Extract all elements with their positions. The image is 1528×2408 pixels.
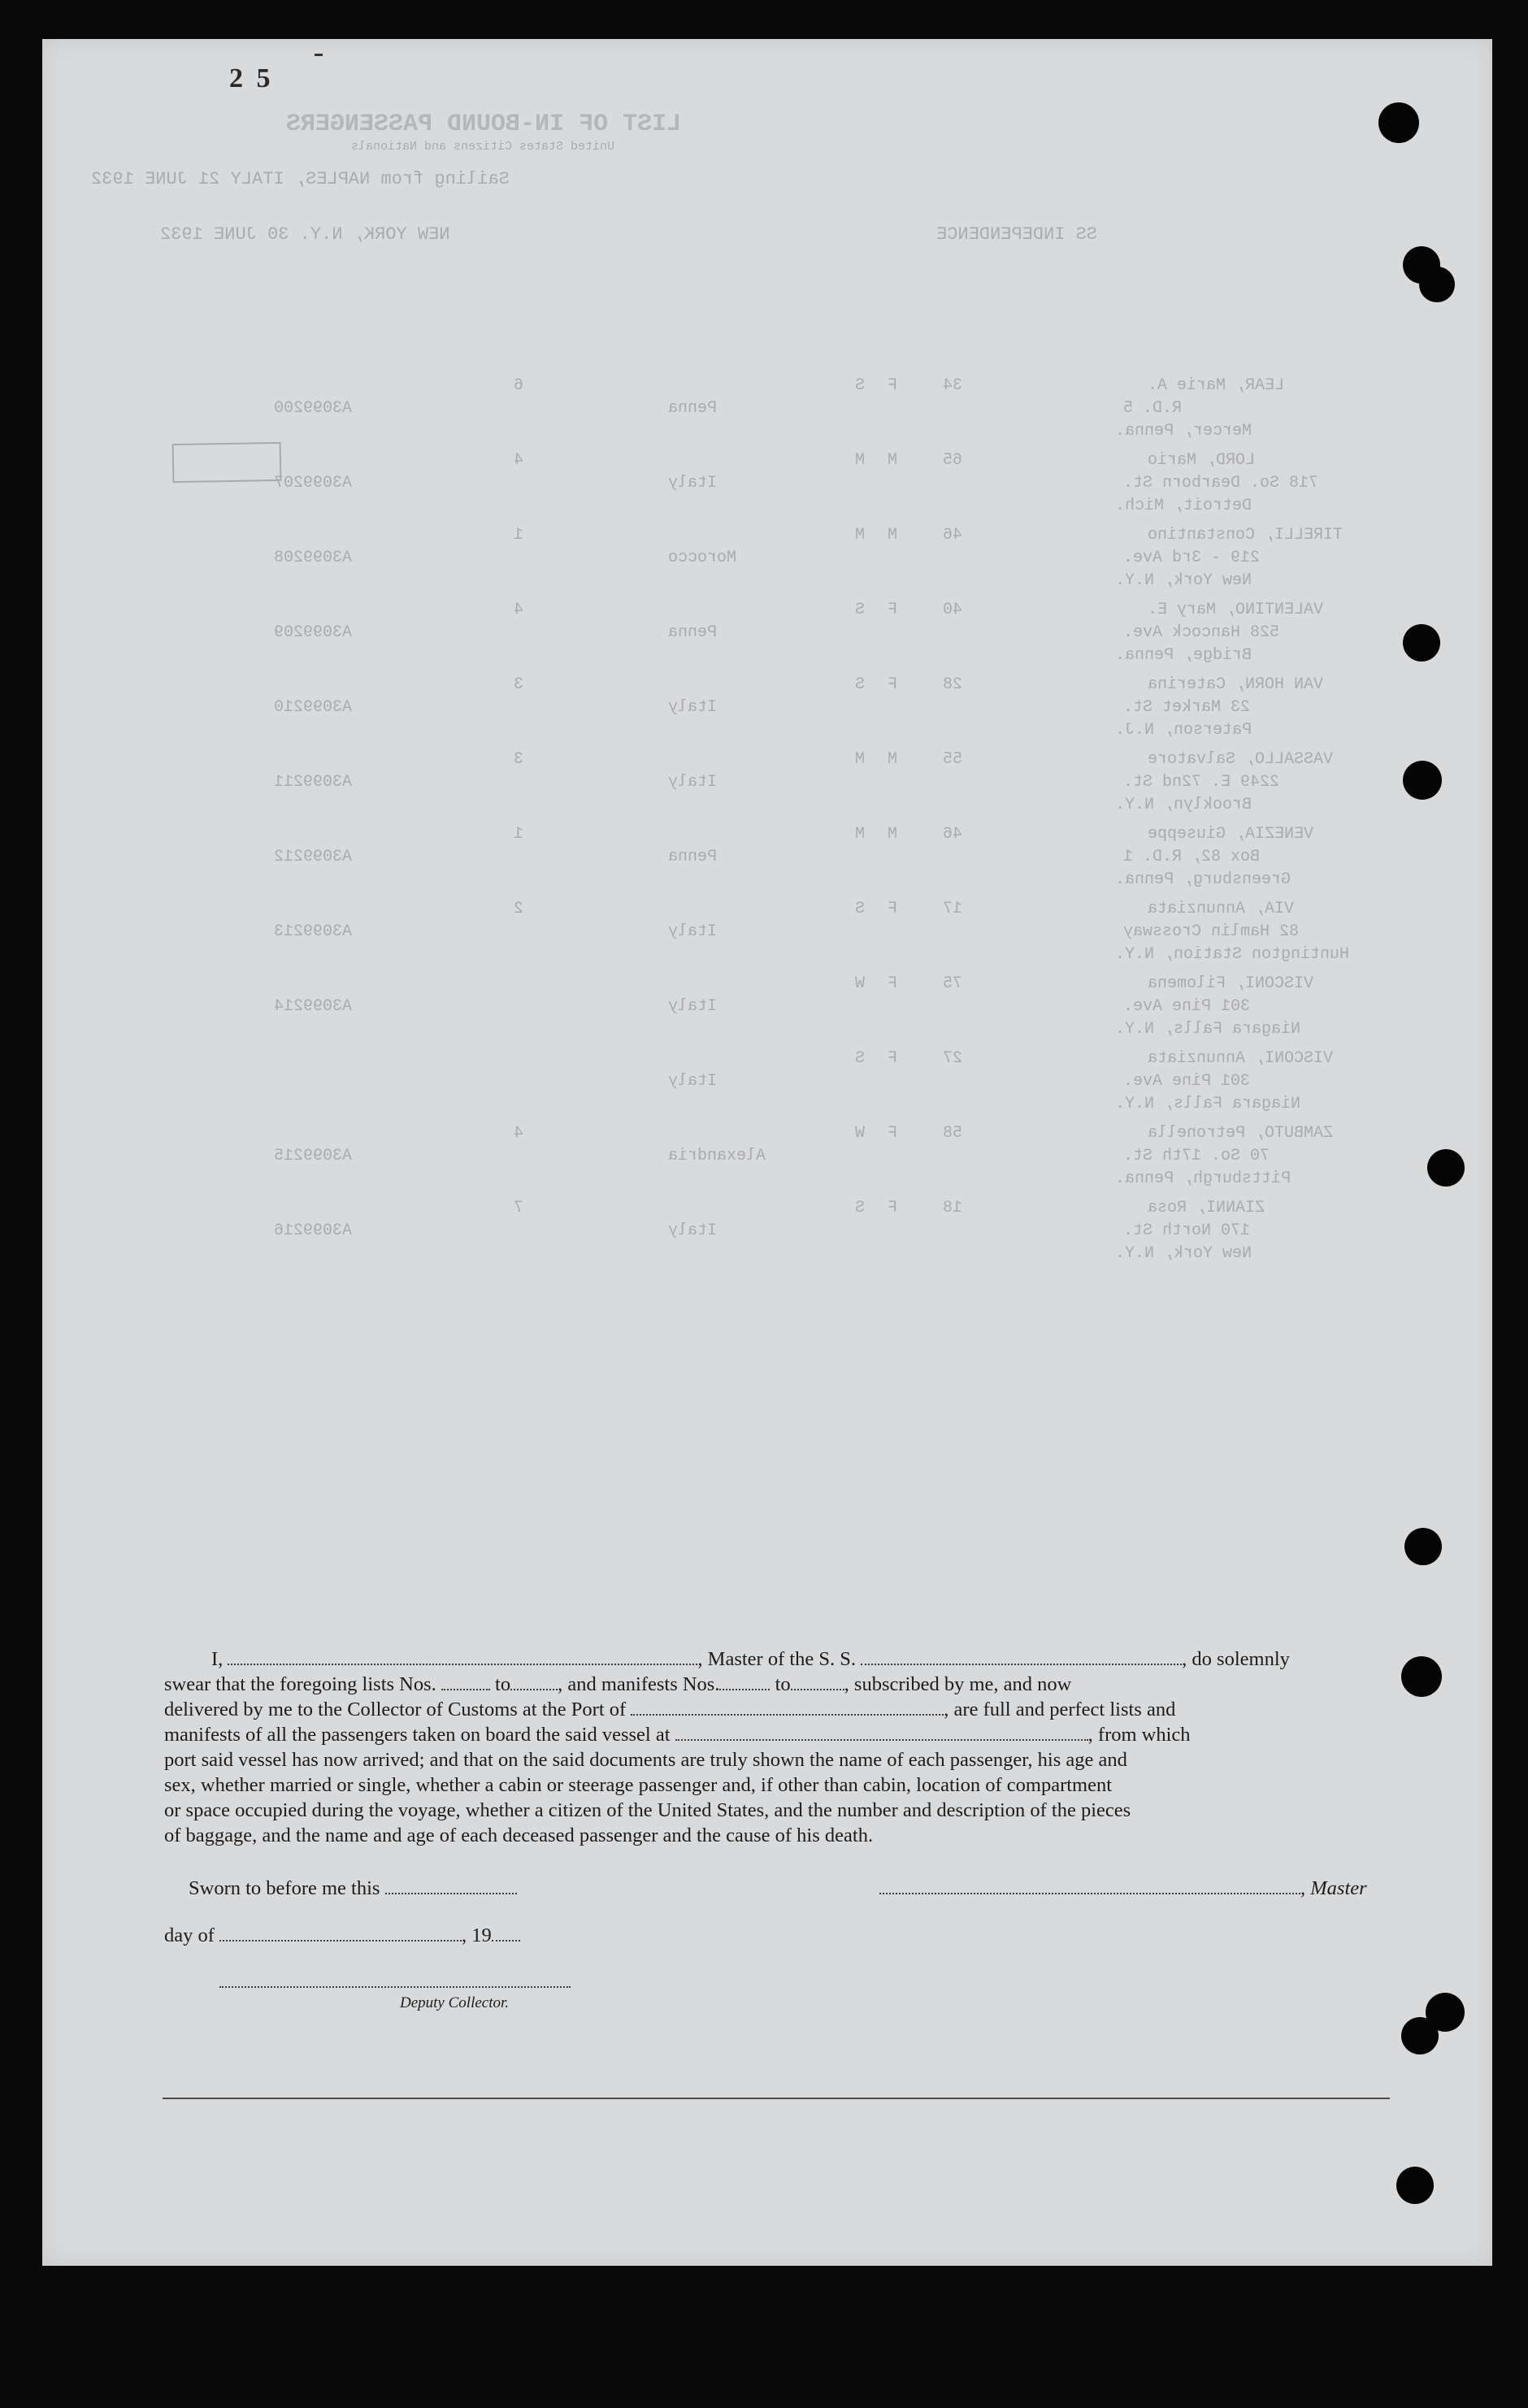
bleed-age: 28 <box>943 675 963 694</box>
bleed-address: Paterson, N.J. <box>1115 721 1252 740</box>
master-signature-line <box>879 1877 1367 1900</box>
master-label: , Master <box>1300 1877 1367 1899</box>
bleed-age: 27 <box>943 1049 963 1068</box>
bleed-certificate: A3099209 <box>274 623 353 642</box>
bleed-certificate: A3099213 <box>274 922 353 941</box>
punch-hole <box>1401 1656 1442 1697</box>
bleed-age: 17 <box>943 900 963 918</box>
bleed-sex: F <box>888 1124 898 1143</box>
bleed-number: 7 <box>514 1199 524 1217</box>
punch-hole <box>1403 624 1440 662</box>
bleed-certificate: A3099210 <box>274 698 353 717</box>
sworn-line <box>189 1877 517 1900</box>
bleed-reference: Italy <box>668 922 718 941</box>
bleed-address: 301 Pine Ave. <box>1123 997 1251 1016</box>
oath-text: to <box>495 1673 511 1695</box>
bleed-header-subtitle: United States Citizens and Nationals <box>351 140 615 154</box>
bleed-sex: M <box>888 526 898 545</box>
bleed-name: VAN HORN, Caterina <box>1148 675 1324 694</box>
oath-text: to <box>775 1673 791 1695</box>
bleed-address: Greensburg, Penna. <box>1115 870 1291 889</box>
bleed-header-ship: SS INDEPENDENCE <box>936 224 1098 245</box>
bleed-address: Brooklyn, N.Y. <box>1115 796 1252 814</box>
bleed-number: 2 <box>514 900 524 918</box>
bleed-age: 55 <box>943 750 963 769</box>
bleed-address: 170 North St. <box>1123 1221 1251 1240</box>
year-text: , 19 <box>462 1924 492 1946</box>
bleed-certificate: A3099216 <box>274 1221 353 1240</box>
oath-line-6: sex, whether married or single, whether a cabin or steerage passenger and, if other than cabin, location of compartment <box>164 1774 1113 1796</box>
bleed-address: 2249 E. 72nd St. <box>1123 773 1280 792</box>
bleed-address: 718 So. Dearborn St. <box>1123 474 1319 492</box>
bleed-number: 6 <box>514 376 524 395</box>
bleed-address: 82 Hamlin Crossway <box>1123 922 1300 941</box>
bleed-age: 40 <box>943 601 963 619</box>
bleed-address: New York, N.Y. <box>1115 571 1252 590</box>
oath-line-5: port said vessel has now arrived; and that on the said documents are truly shown the name of each passenger, his age and <box>164 1749 1127 1771</box>
bleed-sex: F <box>888 1199 898 1217</box>
bleed-number: 1 <box>514 526 524 545</box>
port-field[interactable] <box>631 1699 944 1716</box>
bleed-sex: M <box>888 825 898 844</box>
year-field[interactable] <box>492 1925 520 1942</box>
oath-text: , subscribed by me, and now <box>844 1673 1072 1695</box>
bleed-reference: Italy <box>668 1072 718 1091</box>
oath-line-7: or space occupied during the voyage, whether a citizen of the United States, and the number and description of the pieces <box>164 1799 1131 1821</box>
bleed-name: LEAR, Marie A. <box>1148 376 1285 395</box>
bleed-address: Niagara Falls, N.Y. <box>1115 1020 1301 1039</box>
ship-name-field[interactable] <box>861 1649 1182 1665</box>
punch-hole <box>1404 1528 1442 1565</box>
oath-line-1 <box>164 1647 1396 1672</box>
bleed-header-line2: NEW YORK, N.Y. 30 JUNE 1932 <box>160 224 450 245</box>
lists-to-field[interactable] <box>510 1674 558 1690</box>
oath-text: , from which <box>1087 1724 1191 1746</box>
bottom-rule <box>163 2098 1390 2099</box>
bleed-certificate: A3099215 <box>274 1147 353 1165</box>
bleed-reference: Morocco <box>668 549 737 567</box>
bleed-marital: M <box>855 825 866 844</box>
punch-hole <box>1427 1149 1465 1187</box>
bleed-number: 4 <box>514 451 524 470</box>
deputy-signature-field[interactable] <box>219 1986 571 1988</box>
bleed-age: 75 <box>943 974 963 993</box>
oath-line-4 <box>164 1722 1396 1747</box>
bleed-address: 301 Pine Ave. <box>1123 1072 1251 1091</box>
bleed-age: 58 <box>943 1124 963 1143</box>
bleed-address: Detroit, Mich. <box>1115 497 1252 515</box>
bleed-address: Mercer, Penna. <box>1115 422 1252 440</box>
bleed-name: VIA, Annunziata <box>1148 900 1295 918</box>
bleed-reference: Penna <box>668 399 718 418</box>
bleed-sex: F <box>888 900 898 918</box>
bleed-age: 46 <box>943 825 963 844</box>
bleed-number: 1 <box>514 825 524 844</box>
bleed-marital: M <box>855 526 866 545</box>
bleed-sex: F <box>888 675 898 694</box>
oath-text: manifests of all the passengers taken on board the said vessel at <box>164 1724 671 1746</box>
bleed-sex: F <box>888 1049 898 1068</box>
oath-line-8: of baggage, and the name and age of each deceased passenger and the cause of his death. <box>164 1824 874 1846</box>
bleed-marital: S <box>855 1049 866 1068</box>
bleed-reference: Italy <box>668 1221 718 1240</box>
bleed-age: 18 <box>943 1199 963 1217</box>
bleed-certificate: A3099200 <box>274 399 353 418</box>
bleed-name: TIRELLI, Constantino <box>1148 526 1344 545</box>
bleed-number: 3 <box>514 750 524 769</box>
bleed-address: New York, N.Y. <box>1115 1244 1252 1263</box>
bleed-number: 4 <box>514 601 524 619</box>
bleed-sex: F <box>888 601 898 619</box>
punch-hole <box>1401 2017 1439 2054</box>
bleed-reference: Italy <box>668 698 718 717</box>
bleed-reference: Italy <box>668 997 718 1016</box>
deputy-collector-label: Deputy Collector. <box>400 1994 510 2011</box>
oath-text: , Master of the S. S. <box>697 1648 857 1670</box>
bleed-sex: F <box>888 376 898 395</box>
oath-line-2 <box>164 1672 1396 1697</box>
oath-text: I, <box>211 1648 224 1670</box>
bleed-certificate: A3099212 <box>274 848 353 866</box>
bleed-age: 34 <box>943 376 963 395</box>
bleed-header-title: LIST OF IN-BOUND PASSENGERS <box>286 111 682 138</box>
bleed-marital: S <box>855 900 866 918</box>
oath-line-3 <box>164 1697 1396 1722</box>
bleed-address: Huntington Station, N.Y. <box>1115 945 1350 964</box>
embarkation-port-field[interactable] <box>675 1725 1088 1741</box>
bleed-certificate: A3099208 <box>274 549 353 567</box>
bleed-age: 46 <box>943 526 963 545</box>
punch-hole <box>1396 2167 1434 2204</box>
bleed-address: 70 So. 17th St. <box>1123 1147 1270 1165</box>
master-name-field[interactable] <box>228 1649 697 1665</box>
bleed-address: R.D. 5 <box>1123 399 1183 418</box>
bleed-name: LORD, Mario <box>1148 451 1256 470</box>
bleed-marital: M <box>855 750 866 769</box>
bleed-sex: M <box>888 750 898 769</box>
day-of-line <box>164 1924 520 1947</box>
bleed-sex: M <box>888 451 898 470</box>
manifests-from-field[interactable] <box>719 1674 770 1690</box>
bleed-name: VALENTINO, Mary E. <box>1148 601 1324 619</box>
bleed-marital: S <box>855 675 866 694</box>
bleed-name: VASSALLO, Salvatore <box>1148 750 1334 769</box>
bleed-address: 219 - 3rd Ave. <box>1123 549 1261 567</box>
bleed-address: 528 Hancock Ave. <box>1123 623 1280 642</box>
bleed-reference: Penna <box>668 623 718 642</box>
manifests-to-field[interactable] <box>791 1674 844 1690</box>
bleed-marital: S <box>855 601 866 619</box>
bleed-reference: Alexandria <box>668 1147 766 1165</box>
punch-hole <box>1403 761 1442 800</box>
bleed-reference: Italy <box>668 474 718 492</box>
bleed-name: VISCONI, Filomena <box>1148 974 1314 993</box>
bleed-marital: M <box>855 451 866 470</box>
oath-text: delivered by me to the Collector of Customs at the Port of <box>164 1699 627 1720</box>
bleed-address: Pittsburgh, Penna. <box>1115 1169 1291 1188</box>
bleed-stamp-box <box>172 442 282 483</box>
oath-text: , and manifests Nos. <box>558 1673 720 1695</box>
bleed-marital: S <box>855 1199 866 1217</box>
bleed-age: 65 <box>943 451 963 470</box>
bleed-sex: F <box>888 974 898 993</box>
bleed-name: VISCONI, Annunziata <box>1148 1049 1334 1068</box>
master-signature-field[interactable] <box>879 1878 1300 1894</box>
bleed-marital: W <box>855 974 866 993</box>
bleed-name: ZAMBUTO, Petronella <box>1148 1124 1334 1143</box>
bleed-marital: W <box>855 1124 866 1143</box>
oath-text: , do solemnly <box>1182 1648 1290 1670</box>
manifest-page <box>42 39 1492 2266</box>
sworn-day-field[interactable] <box>385 1878 517 1894</box>
bleed-address: Bridge, Penna. <box>1115 646 1252 665</box>
bleed-address: Box 82, R.D. 1 <box>1123 848 1261 866</box>
master-oath <box>164 1647 1396 1848</box>
bleed-address: 23 Market St. <box>1123 698 1251 717</box>
bleed-reference: Penna <box>668 848 718 866</box>
punch-hole <box>1419 267 1455 302</box>
oath-text: , are full and perfect lists and <box>944 1699 1176 1720</box>
sworn-text: Sworn to before me this <box>189 1877 380 1899</box>
oath-text: swear that the foregoing lists Nos. <box>164 1673 436 1695</box>
bleed-name: ZIANNI, Rosa <box>1148 1199 1265 1217</box>
month-field[interactable] <box>219 1925 462 1942</box>
bleed-number: 3 <box>514 675 524 694</box>
bleed-reference: Italy <box>668 773 718 792</box>
bleed-number: 4 <box>514 1124 524 1143</box>
corner-tick <box>315 54 323 56</box>
day-of-text: day of <box>164 1924 215 1946</box>
bleed-certificate: A3099207 <box>274 474 353 492</box>
bleed-header-line1: Sailing from NAPLES, ITALY 21 JUNE 1932 <box>91 169 510 189</box>
bleed-certificate: A3099214 <box>274 997 353 1016</box>
lists-from-field[interactable] <box>441 1674 490 1690</box>
bleed-address: Niagara Falls, N.Y. <box>1115 1095 1301 1113</box>
page-number-marking: 2 5 <box>229 63 274 93</box>
bleed-name: VENEZIA, Giuseppe <box>1148 825 1314 844</box>
punch-hole <box>1378 102 1419 143</box>
bleed-marital: S <box>855 376 866 395</box>
bleed-certificate: A3099211 <box>274 773 353 792</box>
